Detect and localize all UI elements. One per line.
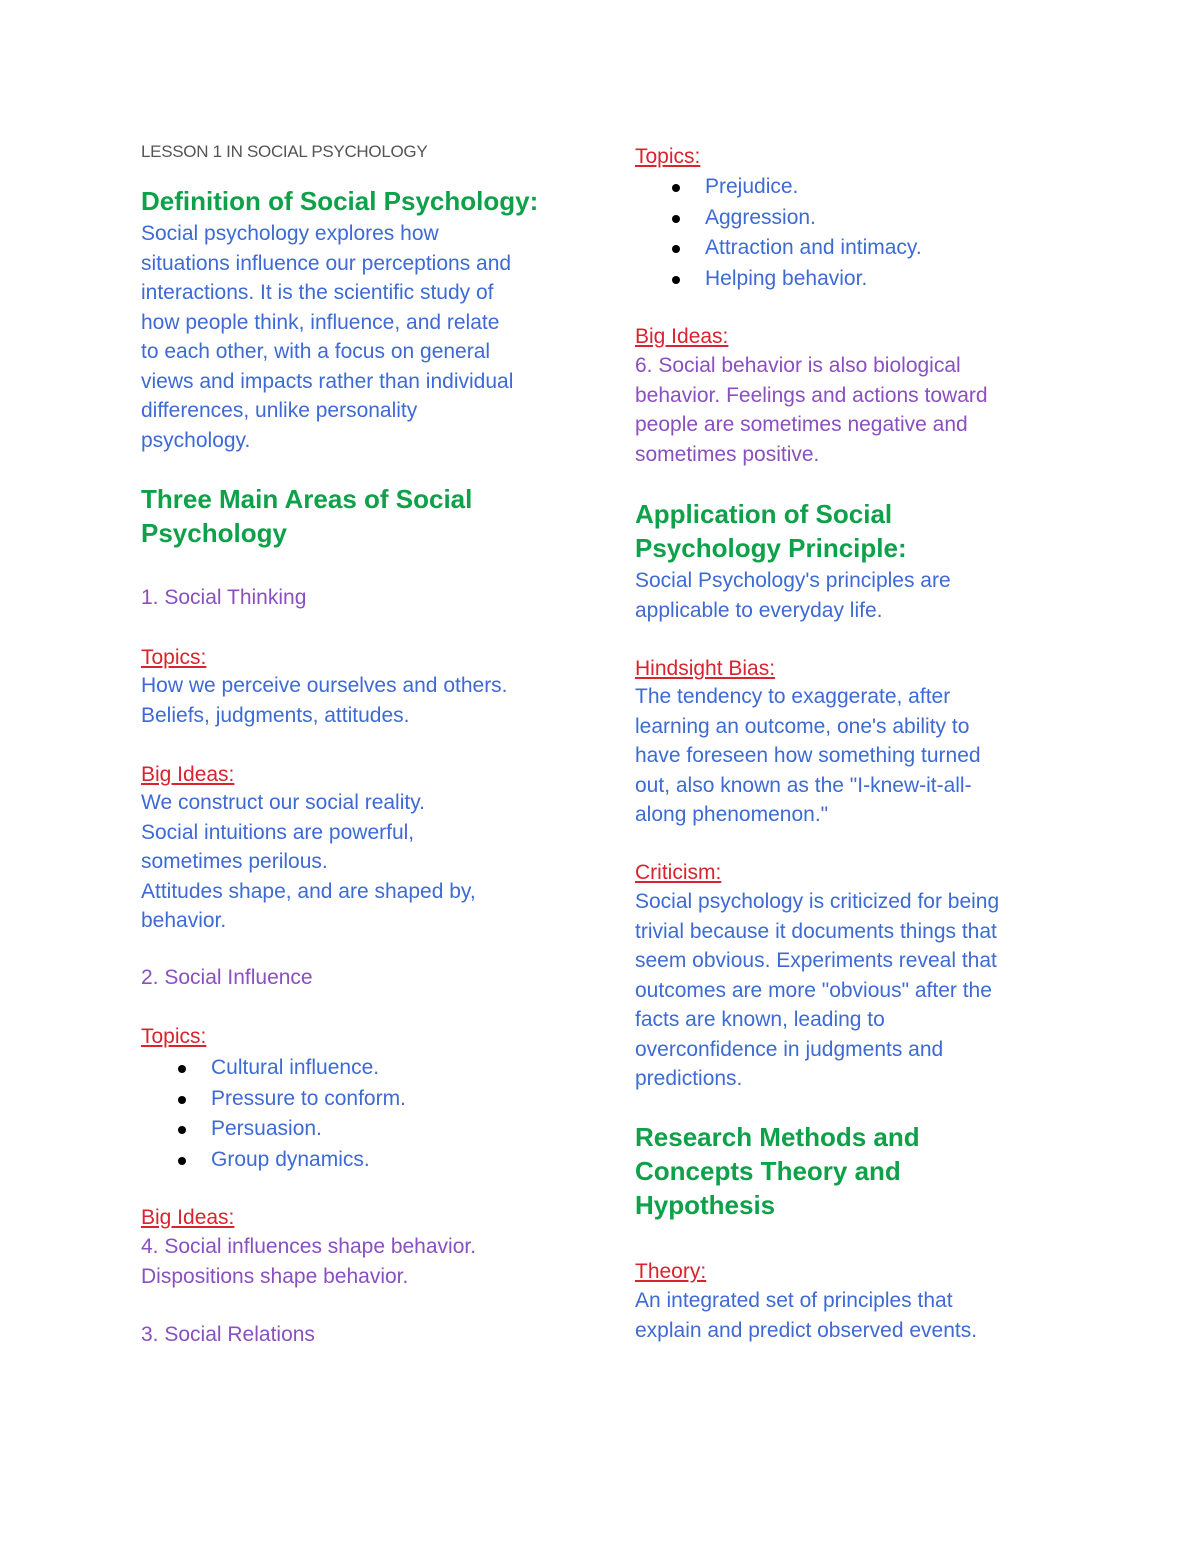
application-line: applicable to everyday life.	[635, 598, 883, 622]
theory-label: Theory:	[635, 1260, 707, 1283]
theory-line: An integrated set of principles that	[635, 1289, 953, 1312]
hindsight-line: The tendency to exaggerate, after	[635, 685, 951, 708]
list-item-text: Pressure to conform.	[211, 1086, 406, 1110]
criticism-line: trivial because it documents things that	[635, 919, 997, 943]
list-item	[141, 1114, 406, 1145]
three-areas-heading-line: Psychology	[141, 518, 287, 548]
three-areas-heading-line: Three Main Areas of Social	[141, 484, 473, 514]
criticism-line: facts are known, leading to	[635, 1008, 885, 1031]
topics-label: Topics:	[635, 145, 701, 168]
list-item	[141, 1145, 406, 1176]
area3-topics-list	[635, 172, 922, 295]
big-ideas-line: behavior.	[141, 909, 227, 932]
hindsight-line: learning an outcome, one's ability to	[635, 714, 970, 738]
criticism-line: Social psychology is criticized for being	[635, 890, 1000, 913]
bullet-icon	[672, 245, 680, 253]
big-ideas-line: sometimes positive.	[635, 442, 820, 466]
application-text	[635, 566, 951, 625]
area3-big-ideas-text	[635, 351, 988, 469]
definition-line: psychology.	[141, 428, 251, 452]
bullet-icon	[672, 276, 680, 284]
big-ideas-label: Big Ideas:	[635, 325, 729, 348]
area-social-thinking: 1. Social Thinking	[141, 586, 307, 609]
hindsight-line: along phenomenon."	[635, 803, 829, 826]
theory-line: explain and predict observed events.	[635, 1318, 978, 1342]
definition-line: how people think, influence, and relate	[141, 310, 500, 334]
list-item-text: Group dynamics.	[211, 1148, 370, 1172]
bullet-icon	[178, 1096, 186, 1104]
research-heading-line: Concepts Theory and	[635, 1156, 901, 1186]
topics-label: Topics:	[141, 1025, 207, 1048]
list-item-text: Cultural influence.	[211, 1056, 380, 1079]
hindsight-line: out, also known as the "I-knew-it-all-	[635, 773, 972, 797]
big-ideas-line: Attitudes shape, and are shaped by,	[141, 879, 476, 903]
topics-label: Topics:	[141, 646, 207, 669]
definition-line: situations influence our perceptions and	[141, 251, 512, 275]
list-item	[635, 172, 922, 203]
list-item	[141, 1084, 406, 1115]
three-areas-heading	[141, 482, 472, 550]
hindsight-bias-label: Hindsight Bias:	[635, 657, 776, 680]
topics-line: Beliefs, judgments, attitudes.	[141, 703, 410, 727]
big-ideas-line: sometimes perilous.	[141, 850, 328, 873]
bullet-icon	[178, 1065, 186, 1073]
definition-line: to each other, with a focus on general	[141, 340, 491, 363]
definition-line: Social psychology explores how	[141, 222, 439, 245]
big-ideas-line: Social intuitions are powerful,	[141, 820, 415, 844]
theory-text	[635, 1286, 977, 1345]
definition-heading: Definition of Social Psychology:	[141, 186, 539, 216]
criticism-line: outcomes are more "obvious" after the	[635, 978, 992, 1002]
research-heading-line: Research Methods and	[635, 1122, 920, 1152]
list-item-text: Aggression.	[705, 205, 816, 229]
research-heading	[635, 1120, 920, 1222]
definition-line: interactions. It is the scientific study of	[141, 281, 494, 304]
criticism-line: predictions.	[635, 1067, 743, 1090]
big-ideas-label: Big Ideas:	[141, 1206, 235, 1229]
criticism-label: Criticism:	[635, 861, 722, 884]
list-item-text: Attraction and intimacy.	[705, 236, 922, 260]
research-heading-line: Hypothesis	[635, 1190, 776, 1220]
criticism-line: seem obvious. Experiments reveal that	[635, 949, 997, 972]
big-ideas-line: 4. Social influences shape behavior.	[141, 1235, 477, 1258]
area1-big-ideas-text	[141, 788, 476, 936]
area2-big-ideas-text	[141, 1232, 476, 1291]
definition-line: differences, unlike personality	[141, 399, 418, 422]
criticism-line: overconfidence in judgments and	[635, 1037, 944, 1061]
area-social-relations: 3. Social Relations	[141, 1323, 315, 1346]
hindsight-bias-text	[635, 682, 981, 830]
application-heading-line: Application of Social	[635, 499, 893, 529]
list-item-text: Prejudice.	[705, 175, 799, 198]
hindsight-line: have foreseen how something turned	[635, 744, 981, 767]
definition-text	[141, 219, 513, 455]
big-ideas-line: behavior. Feelings and actions toward	[635, 383, 988, 407]
list-item	[635, 203, 922, 234]
big-ideas-line: 6. Social behavior is also biological	[635, 354, 961, 377]
list-item-text: Helping behavior.	[705, 267, 868, 291]
big-ideas-label: Big Ideas:	[141, 763, 235, 786]
list-item-text: Persuasion.	[211, 1117, 322, 1141]
area2-topics-list	[141, 1053, 406, 1176]
big-ideas-line: Dispositions shape behavior.	[141, 1264, 409, 1288]
big-ideas-line: people are sometimes negative and	[635, 413, 968, 436]
area1-topics-text	[141, 671, 508, 730]
bullet-icon	[178, 1126, 186, 1134]
application-heading-line: Psychology Principle:	[635, 533, 907, 563]
bullet-icon	[672, 184, 680, 192]
big-ideas-line: We construct our social reality.	[141, 791, 425, 814]
area-social-influence: 2. Social Influence	[141, 966, 313, 989]
criticism-text	[635, 887, 999, 1094]
list-item	[635, 264, 922, 295]
list-item	[141, 1053, 406, 1084]
definition-line: views and impacts rather than individual	[141, 369, 514, 393]
application-heading	[635, 497, 907, 565]
list-item	[635, 233, 922, 264]
bullet-icon	[672, 215, 680, 223]
bullet-icon	[178, 1157, 186, 1165]
topics-line: How we perceive ourselves and others.	[141, 674, 508, 697]
lesson-title: LESSON 1 IN SOCIAL PSYCHOLOGY	[141, 142, 428, 161]
application-line: Social Psychology's principles are	[635, 569, 951, 592]
